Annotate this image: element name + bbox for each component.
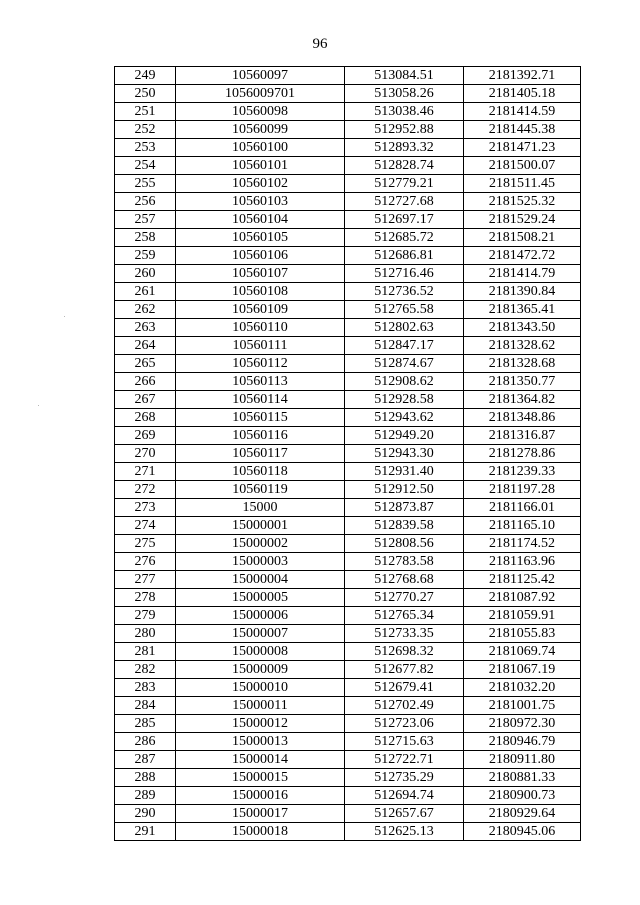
y-coordinate-cell: 2181348.86 <box>464 409 581 427</box>
point-id-cell: 15000018 <box>176 823 345 841</box>
point-id-cell: 10560110 <box>176 319 345 337</box>
x-coordinate-cell: 512931.40 <box>345 463 464 481</box>
x-coordinate-cell: 512873.87 <box>345 499 464 517</box>
table-row <box>115 229 581 247</box>
y-coordinate-cell: 2181125.42 <box>464 571 581 589</box>
x-coordinate-cell: 512715.63 <box>345 733 464 751</box>
table-row <box>115 409 581 427</box>
table-row <box>115 625 581 643</box>
point-id-cell: 15000011 <box>176 697 345 715</box>
point-id-cell: 15000002 <box>176 535 345 553</box>
x-coordinate-cell: 512828.74 <box>345 157 464 175</box>
table-row <box>115 517 581 535</box>
table-row <box>115 643 581 661</box>
x-coordinate-cell: 512768.68 <box>345 571 464 589</box>
point-id-cell: 10560116 <box>176 427 345 445</box>
point-id-cell: 15000004 <box>176 571 345 589</box>
y-coordinate-cell: 2181508.21 <box>464 229 581 247</box>
table-row <box>115 589 581 607</box>
y-coordinate-cell: 2181350.77 <box>464 373 581 391</box>
x-coordinate-cell: 512698.32 <box>345 643 464 661</box>
y-coordinate-cell: 2181529.24 <box>464 211 581 229</box>
y-coordinate-cell: 2181471.23 <box>464 139 581 157</box>
table-row <box>115 535 581 553</box>
table-row <box>115 787 581 805</box>
point-id-cell: 15000010 <box>176 679 345 697</box>
y-coordinate-cell: 2181525.32 <box>464 193 581 211</box>
point-id-cell: 15000009 <box>176 661 345 679</box>
point-number-cell: 250 <box>115 85 176 103</box>
scan-speck <box>64 316 65 317</box>
x-coordinate-cell: 512686.81 <box>345 247 464 265</box>
point-number-cell: 257 <box>115 211 176 229</box>
point-id-cell: 10560099 <box>176 121 345 139</box>
y-coordinate-cell: 2181414.59 <box>464 103 581 121</box>
x-coordinate-cell: 512679.41 <box>345 679 464 697</box>
y-coordinate-cell: 2181414.79 <box>464 265 581 283</box>
y-coordinate-cell: 2181087.92 <box>464 589 581 607</box>
point-number-cell: 265 <box>115 355 176 373</box>
table-row <box>115 733 581 751</box>
y-coordinate-cell: 2181239.33 <box>464 463 581 481</box>
table-row <box>115 67 581 85</box>
y-coordinate-cell: 2180900.73 <box>464 787 581 805</box>
table-row <box>115 751 581 769</box>
point-number-cell: 251 <box>115 103 176 121</box>
x-coordinate-cell: 512893.32 <box>345 139 464 157</box>
y-coordinate-cell: 2180946.79 <box>464 733 581 751</box>
y-coordinate-cell: 2181032.20 <box>464 679 581 697</box>
table-row <box>115 139 581 157</box>
table-row <box>115 679 581 697</box>
point-number-cell: 270 <box>115 445 176 463</box>
y-coordinate-cell: 2181328.68 <box>464 355 581 373</box>
y-coordinate-cell: 2181365.41 <box>464 301 581 319</box>
point-number-cell: 274 <box>115 517 176 535</box>
table-row <box>115 427 581 445</box>
point-id-cell: 15000013 <box>176 733 345 751</box>
y-coordinate-cell: 2181316.87 <box>464 427 581 445</box>
x-coordinate-cell: 512697.17 <box>345 211 464 229</box>
point-number-cell: 275 <box>115 535 176 553</box>
point-number-cell: 285 <box>115 715 176 733</box>
y-coordinate-cell: 2181511.45 <box>464 175 581 193</box>
table-row <box>115 445 581 463</box>
point-id-cell: 10560119 <box>176 481 345 499</box>
table-row <box>115 499 581 517</box>
x-coordinate-cell: 512736.52 <box>345 283 464 301</box>
table-row <box>115 193 581 211</box>
table-row <box>115 823 581 841</box>
x-coordinate-cell: 512943.62 <box>345 409 464 427</box>
point-number-cell: 261 <box>115 283 176 301</box>
point-number-cell: 277 <box>115 571 176 589</box>
table-row <box>115 247 581 265</box>
point-id-cell: 15000003 <box>176 553 345 571</box>
point-id-cell: 10560105 <box>176 229 345 247</box>
point-number-cell: 272 <box>115 481 176 499</box>
y-coordinate-cell: 2181166.01 <box>464 499 581 517</box>
point-number-cell: 271 <box>115 463 176 481</box>
point-number-cell: 287 <box>115 751 176 769</box>
table-row <box>115 157 581 175</box>
point-id-cell: 10560102 <box>176 175 345 193</box>
point-id-cell: 15000007 <box>176 625 345 643</box>
y-coordinate-cell: 2181059.91 <box>464 607 581 625</box>
x-coordinate-cell: 512802.63 <box>345 319 464 337</box>
point-number-cell: 284 <box>115 697 176 715</box>
y-coordinate-cell: 2180929.64 <box>464 805 581 823</box>
point-id-cell: 10560097 <box>176 67 345 85</box>
x-coordinate-cell: 512765.58 <box>345 301 464 319</box>
point-id-cell: 10560118 <box>176 463 345 481</box>
y-coordinate-cell: 2181500.07 <box>464 157 581 175</box>
point-number-cell: 260 <box>115 265 176 283</box>
point-id-cell: 10560113 <box>176 373 345 391</box>
point-number-cell: 288 <box>115 769 176 787</box>
y-coordinate-cell: 2180881.33 <box>464 769 581 787</box>
x-coordinate-cell: 512912.50 <box>345 481 464 499</box>
y-coordinate-cell: 2181390.84 <box>464 283 581 301</box>
point-number-cell: 262 <box>115 301 176 319</box>
y-coordinate-cell: 2181472.72 <box>464 247 581 265</box>
point-id-cell: 10560106 <box>176 247 345 265</box>
point-number-cell: 291 <box>115 823 176 841</box>
x-coordinate-cell: 512808.56 <box>345 535 464 553</box>
x-coordinate-cell: 512733.35 <box>345 625 464 643</box>
point-id-cell: 10560101 <box>176 157 345 175</box>
point-number-cell: 264 <box>115 337 176 355</box>
table-row <box>115 283 581 301</box>
point-number-cell: 282 <box>115 661 176 679</box>
table-row <box>115 391 581 409</box>
point-number-cell: 278 <box>115 589 176 607</box>
x-coordinate-cell: 512694.74 <box>345 787 464 805</box>
point-number-cell: 267 <box>115 391 176 409</box>
y-coordinate-cell: 2181174.52 <box>464 535 581 553</box>
y-coordinate-cell: 2181364.82 <box>464 391 581 409</box>
point-id-cell: 10560109 <box>176 301 345 319</box>
x-coordinate-cell: 513058.26 <box>345 85 464 103</box>
point-id-cell: 10560117 <box>176 445 345 463</box>
point-id-cell: 15000016 <box>176 787 345 805</box>
y-coordinate-cell: 2180945.06 <box>464 823 581 841</box>
point-number-cell: 283 <box>115 679 176 697</box>
y-coordinate-cell: 2181197.28 <box>464 481 581 499</box>
point-number-cell: 290 <box>115 805 176 823</box>
point-number-cell: 255 <box>115 175 176 193</box>
y-coordinate-cell: 2181163.96 <box>464 553 581 571</box>
table-row <box>115 697 581 715</box>
point-id-cell: 10560103 <box>176 193 345 211</box>
x-coordinate-cell: 512625.13 <box>345 823 464 841</box>
x-coordinate-cell: 512723.06 <box>345 715 464 733</box>
point-id-cell: 10560111 <box>176 337 345 355</box>
y-coordinate-cell: 2181001.75 <box>464 697 581 715</box>
point-id-cell: 10560098 <box>176 103 345 121</box>
point-id-cell: 15000 <box>176 499 345 517</box>
point-id-cell: 15000005 <box>176 589 345 607</box>
x-coordinate-cell: 512722.71 <box>345 751 464 769</box>
point-id-cell: 10560107 <box>176 265 345 283</box>
point-number-cell: 280 <box>115 625 176 643</box>
y-coordinate-cell: 2180972.30 <box>464 715 581 733</box>
y-coordinate-cell: 2181328.62 <box>464 337 581 355</box>
x-coordinate-cell: 512677.82 <box>345 661 464 679</box>
point-number-cell: 269 <box>115 427 176 445</box>
x-coordinate-cell: 513038.46 <box>345 103 464 121</box>
point-number-cell: 279 <box>115 607 176 625</box>
table-row <box>115 85 581 103</box>
table-row <box>115 103 581 121</box>
point-number-cell: 253 <box>115 139 176 157</box>
page-number: 96 <box>312 36 328 52</box>
point-id-cell: 15000006 <box>176 607 345 625</box>
point-id-cell: 15000001 <box>176 517 345 535</box>
table-row <box>115 355 581 373</box>
table-row <box>115 607 581 625</box>
x-coordinate-cell: 512847.17 <box>345 337 464 355</box>
point-number-cell: 263 <box>115 319 176 337</box>
y-coordinate-cell: 2181278.86 <box>464 445 581 463</box>
y-coordinate-cell: 2180911.80 <box>464 751 581 769</box>
point-number-cell: 289 <box>115 787 176 805</box>
x-coordinate-cell: 512770.27 <box>345 589 464 607</box>
point-id-cell: 10560112 <box>176 355 345 373</box>
point-number-cell: 286 <box>115 733 176 751</box>
scan-speck <box>38 405 39 406</box>
point-number-cell: 258 <box>115 229 176 247</box>
point-id-cell: 15000015 <box>176 769 345 787</box>
point-number-cell: 252 <box>115 121 176 139</box>
x-coordinate-cell: 512685.72 <box>345 229 464 247</box>
y-coordinate-cell: 2181405.18 <box>464 85 581 103</box>
table-row <box>115 481 581 499</box>
table-row <box>115 301 581 319</box>
point-number-cell: 268 <box>115 409 176 427</box>
x-coordinate-cell: 512657.67 <box>345 805 464 823</box>
x-coordinate-cell: 512874.67 <box>345 355 464 373</box>
table-row <box>115 571 581 589</box>
point-number-cell: 259 <box>115 247 176 265</box>
table-row <box>115 175 581 193</box>
point-number-cell: 249 <box>115 67 176 85</box>
table-row <box>115 211 581 229</box>
point-number-cell: 256 <box>115 193 176 211</box>
point-id-cell: 15000014 <box>176 751 345 769</box>
x-coordinate-cell: 512943.30 <box>345 445 464 463</box>
x-coordinate-cell: 512949.20 <box>345 427 464 445</box>
x-coordinate-cell: 512952.88 <box>345 121 464 139</box>
coordinates-table <box>114 66 581 841</box>
point-number-cell: 276 <box>115 553 176 571</box>
point-id-cell: 10560115 <box>176 409 345 427</box>
table-row <box>115 715 581 733</box>
x-coordinate-cell: 512727.68 <box>345 193 464 211</box>
point-id-cell: 1056009701 <box>176 85 345 103</box>
point-number-cell: 254 <box>115 157 176 175</box>
y-coordinate-cell: 2181343.50 <box>464 319 581 337</box>
point-id-cell: 10560104 <box>176 211 345 229</box>
table-row <box>115 769 581 787</box>
point-id-cell: 10560108 <box>176 283 345 301</box>
y-coordinate-cell: 2181069.74 <box>464 643 581 661</box>
y-coordinate-cell: 2181445.38 <box>464 121 581 139</box>
x-coordinate-cell: 512779.21 <box>345 175 464 193</box>
x-coordinate-cell: 512908.62 <box>345 373 464 391</box>
point-number-cell: 273 <box>115 499 176 517</box>
table-row <box>115 121 581 139</box>
table-row <box>115 661 581 679</box>
x-coordinate-cell: 512928.58 <box>345 391 464 409</box>
x-coordinate-cell: 512735.29 <box>345 769 464 787</box>
x-coordinate-cell: 512839.58 <box>345 517 464 535</box>
coordinates-table-body <box>115 67 581 841</box>
point-id-cell: 10560100 <box>176 139 345 157</box>
point-id-cell: 10560114 <box>176 391 345 409</box>
y-coordinate-cell: 2181392.71 <box>464 67 581 85</box>
x-coordinate-cell: 513084.51 <box>345 67 464 85</box>
x-coordinate-cell: 512716.46 <box>345 265 464 283</box>
x-coordinate-cell: 512765.34 <box>345 607 464 625</box>
y-coordinate-cell: 2181165.10 <box>464 517 581 535</box>
table-row <box>115 265 581 283</box>
table-row <box>115 319 581 337</box>
point-number-cell: 281 <box>115 643 176 661</box>
y-coordinate-cell: 2181055.83 <box>464 625 581 643</box>
table-row <box>115 463 581 481</box>
y-coordinate-cell: 2181067.19 <box>464 661 581 679</box>
table-row <box>115 553 581 571</box>
point-id-cell: 15000017 <box>176 805 345 823</box>
point-number-cell: 266 <box>115 373 176 391</box>
table-row <box>115 373 581 391</box>
point-id-cell: 15000008 <box>176 643 345 661</box>
x-coordinate-cell: 512783.58 <box>345 553 464 571</box>
table-row <box>115 337 581 355</box>
point-id-cell: 15000012 <box>176 715 345 733</box>
x-coordinate-cell: 512702.49 <box>345 697 464 715</box>
table-row <box>115 805 581 823</box>
